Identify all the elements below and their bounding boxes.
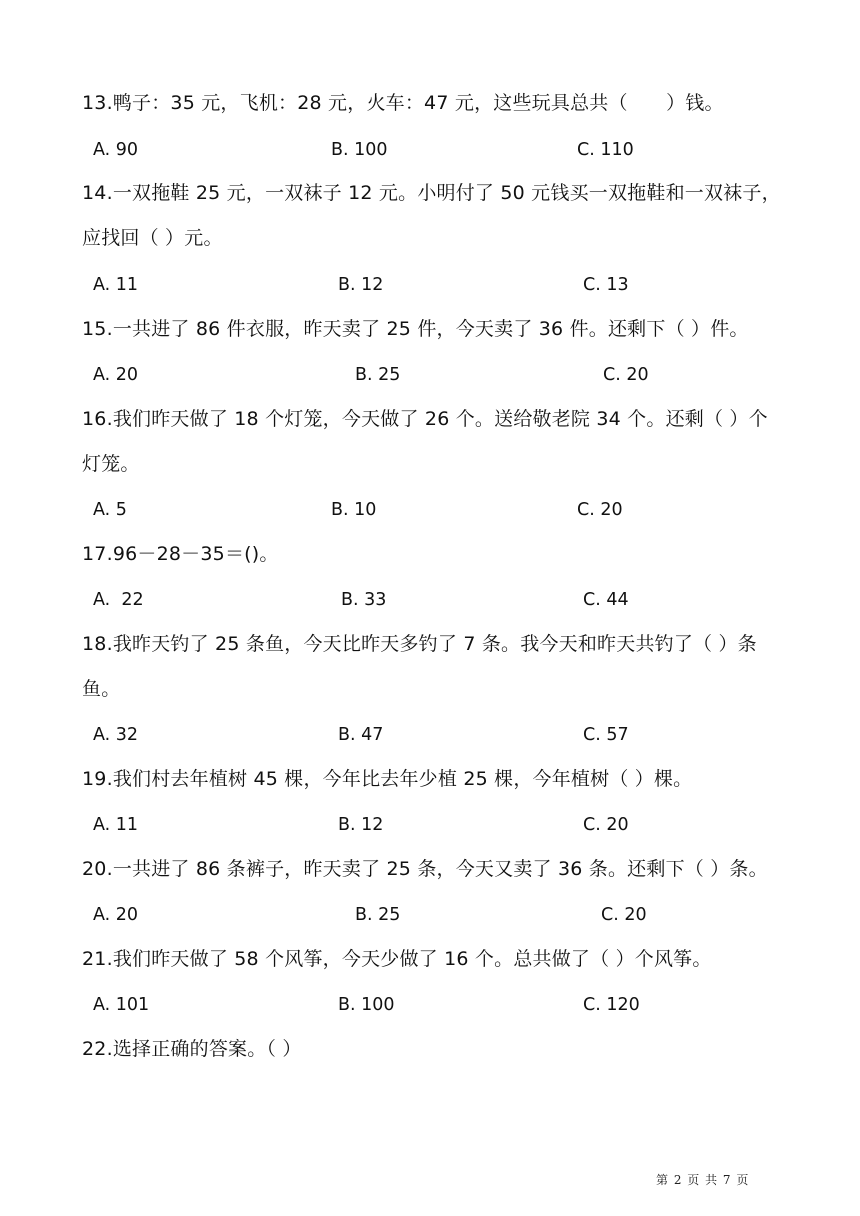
option-b: B. 100	[331, 140, 388, 160]
options-16	[93, 496, 793, 524]
page-number-footer: 第 2 页 共 7 页	[656, 1173, 750, 1187]
options-14	[93, 271, 793, 299]
question-16: 16.我们昨天做了 18 个灯笼，今天做了 26 个。送给敬老院 34 个。还剩（ ）个灯笼。	[82, 408, 768, 475]
options-18	[93, 721, 793, 749]
options-19	[93, 811, 793, 839]
option-c: C. 20	[603, 365, 649, 385]
option-b: B. 47	[338, 725, 384, 745]
options-15	[93, 361, 793, 389]
option-a: A. 20	[93, 905, 139, 925]
question-19: 19.我们村去年植树 45 棵，今年比去年少植 25 棵，今年植树（ ）棵。	[82, 768, 693, 790]
option-a: A. 32	[93, 725, 139, 745]
option-c: C. 20	[601, 905, 647, 925]
option-a: A. 22	[93, 590, 144, 610]
option-c: C. 57	[583, 725, 629, 745]
option-b: B. 100	[338, 995, 395, 1015]
option-a: A. 5	[93, 500, 127, 520]
option-c: C. 120	[583, 995, 640, 1015]
question-13: 13.鸭子：35 元，飞机：28 元，火车：47 元，这些玩具总共（ ）钱。	[82, 92, 724, 114]
question-14: 14.一双拖鞋 25 元，一双袜子 12 元。小明付了 50 元钱买一双拖鞋和一双袜子，应找回（ ）元。	[82, 182, 781, 249]
question-18: 18.我昨天钓了 25 条鱼，今天比昨天多钓了 7 条。我今天和昨天共钓了（ ）条鱼。	[82, 633, 757, 700]
option-b: B. 12	[338, 275, 384, 295]
option-a: A. 11	[93, 275, 139, 295]
option-b: B. 10	[331, 500, 377, 520]
option-a: A. 90	[93, 140, 139, 160]
question-20: 20.一共进了 86 条裤子，昨天卖了 25 条，今天又卖了 36 条。还剩下（ ）条。	[82, 858, 768, 880]
option-a: A. 101	[93, 995, 150, 1015]
option-c: C. 20	[583, 815, 629, 835]
option-a: A. 11	[93, 815, 139, 835]
option-b: B. 25	[355, 905, 401, 925]
question-15: 15.一共进了 86 件衣服，昨天卖了 25 件，今天卖了 36 件。还剩下（ ）件。	[82, 318, 749, 340]
question-21: 21.我们昨天做了 58 个风筝，今天少做了 16 个。总共做了（ ）个风筝。	[82, 948, 712, 970]
options-17	[93, 586, 793, 614]
options-13	[93, 136, 793, 164]
option-b: B. 12	[338, 815, 384, 835]
option-c: C. 20	[577, 500, 623, 520]
option-b: B. 25	[355, 365, 401, 385]
options-21	[93, 991, 793, 1019]
option-c: C. 110	[577, 140, 634, 160]
options-20	[93, 901, 793, 929]
question-22: 22.选择正确的答案。（ ）	[82, 1038, 302, 1060]
option-b: B. 33	[341, 590, 387, 610]
option-c: C. 13	[583, 275, 629, 295]
option-c: C. 44	[583, 590, 629, 610]
question-17: 17.96－28－35＝()。	[82, 543, 279, 565]
option-a: A. 20	[93, 365, 139, 385]
